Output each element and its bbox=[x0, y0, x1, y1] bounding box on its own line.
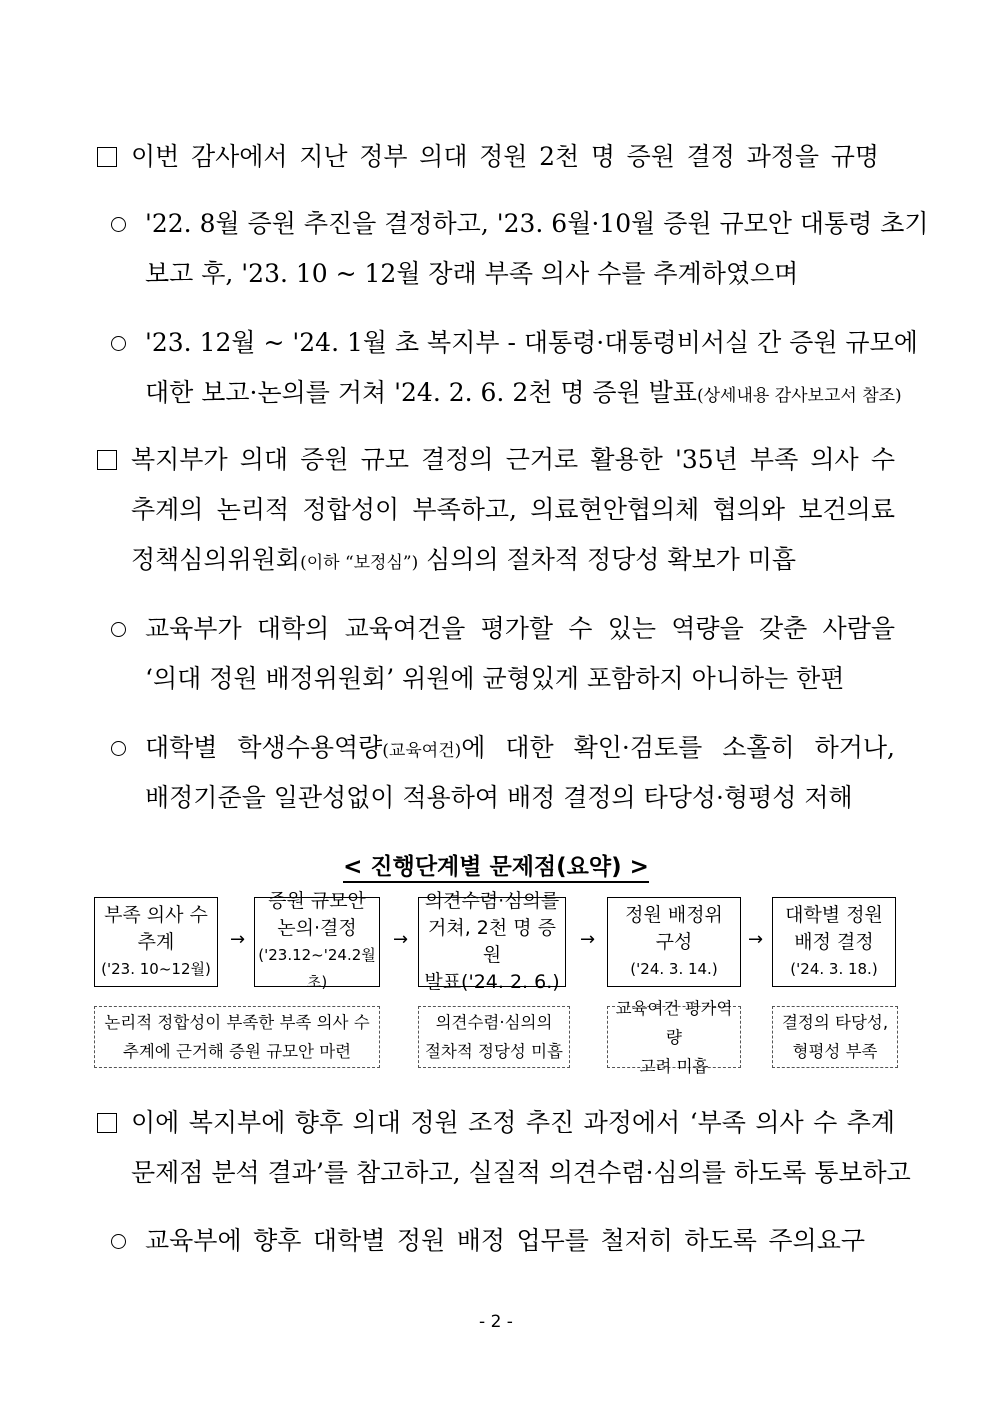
problem-line1: 논리적 정합성이 부족한 부족 의사 수 bbox=[104, 1013, 370, 1032]
stage-line1: 정원 배정위 bbox=[625, 903, 723, 926]
circle-bullet-icon bbox=[111, 741, 126, 756]
stage-date: ('23. 10~12월) bbox=[101, 959, 211, 978]
section3-bullet1-line1: 교육부에 향후 대학별 정원 배정 업무를 철저히 하도록 주의요구 bbox=[145, 1226, 865, 1255]
stage-date: ('23.12~'24.2월초) bbox=[258, 946, 376, 991]
arrow-right-icon: → bbox=[393, 929, 409, 950]
stage-line1: 의견수렴·심의를 bbox=[424, 890, 560, 912]
circle-bullet-icon bbox=[111, 1234, 126, 1249]
section1-bullet2-line1: '23. 12월 ~ '24. 1월 초 복지부 - 대통령·대통령비서실 간 증원 규모에 bbox=[145, 328, 918, 357]
stage-line1: 대학별 정원 bbox=[785, 903, 883, 926]
section1-bullet2-line2 bbox=[145, 378, 902, 411]
circle-bullet-icon bbox=[111, 217, 126, 232]
problem-line2: 추계에 근거해 증원 규모안 마련 bbox=[122, 1042, 352, 1061]
stage-line2: 거쳐, 2천 명 증원 bbox=[427, 917, 557, 966]
problem-line2: 절차적 정당성 미흡 bbox=[424, 1042, 563, 1061]
problem-box-1 bbox=[94, 1006, 380, 1068]
diagram-title: < 진행단계별 문제점(요약) > bbox=[343, 854, 649, 883]
stage-line1: 부족 의사 수 bbox=[104, 903, 208, 926]
circle-bullet-icon bbox=[111, 336, 126, 351]
section2-bullet2-line1a: 대학별 학생수용역량 bbox=[145, 733, 383, 762]
section2-bullet1-line2: ‘의대 정원 배정위원회’ 위원에 균형있게 포함하지 아니하는 한편 bbox=[145, 664, 845, 693]
section3-heading-line2: 문제점 분석 결과’를 참고하고, 실질적 의견수렴·심의를 하도록 통보하고 bbox=[131, 1158, 911, 1187]
stage-box-2 bbox=[254, 890, 380, 991]
problem-line2: 고려 미흡 bbox=[639, 1056, 709, 1076]
section3-heading-line1: 이에 복지부에 향후 의대 정원 조정 추진 과정에서 ‘부족 의사 수 추계 bbox=[131, 1108, 895, 1137]
arrow-right-icon: → bbox=[748, 929, 764, 950]
section1-bullet1-line2: 보고 후, '23. 10 ~ 12월 장래 부족 의사 수를 추계하였으며 bbox=[145, 259, 799, 288]
stage-line2: 논의·결정 bbox=[277, 917, 357, 939]
arrow-right-icon: → bbox=[230, 929, 246, 950]
section1-bullet1-line1: '22. 8월 증원 추진을 결정하고, '23. 6월·10월 증원 규모안 대통령 초기 bbox=[145, 209, 929, 238]
page-number: - 2 - bbox=[479, 1312, 513, 1332]
section2-heading-line3a: 정책심의위원회 bbox=[131, 545, 301, 574]
stage-line2: 추계 bbox=[137, 930, 175, 953]
section2-heading-line3 bbox=[131, 545, 796, 578]
section2-bullet2-line1 bbox=[145, 733, 895, 766]
section2-heading-line3b: 심의의 절차적 정당성 확보가 미흡 bbox=[418, 545, 797, 574]
problem-line1: 의견수렴·심의의 bbox=[435, 1013, 553, 1032]
arrow-right-icon: → bbox=[580, 929, 596, 950]
problem-box-2 bbox=[418, 1006, 570, 1068]
stage-box-1 bbox=[94, 897, 218, 987]
problem-box-4 bbox=[772, 1006, 898, 1068]
section2-bullet2-line1b: 에 대한 확인·검토를 소홀히 하거나, bbox=[461, 733, 895, 762]
stage-line2: 배정 결정 bbox=[794, 930, 874, 953]
section2-bullet2-line2: 배정기준을 일관성없이 적용하여 배정 결정의 타당성·형평성 저해 bbox=[145, 783, 853, 812]
problem-line1: 교육여건 평가역량 bbox=[615, 998, 733, 1047]
problem-box-3 bbox=[607, 998, 741, 1076]
section1-heading: 이번 감사에서 지난 정부 의대 정원 2천 명 증원 결정 과정을 규명 bbox=[131, 142, 879, 171]
section1-bullet2-note: (상세내용 감사보고서 참조) bbox=[696, 386, 902, 406]
stage-line1: 증원 규모안 bbox=[268, 890, 366, 912]
square-bullet-icon bbox=[97, 450, 117, 470]
section2-heading-line1: 복지부가 의대 증원 규모 결정의 근거로 활용한 '35년 부족 의사 수 bbox=[131, 445, 895, 474]
section2-heading-note: (이하 “보정심”) bbox=[300, 553, 419, 573]
square-bullet-icon bbox=[97, 1113, 117, 1133]
diagram-title-wrap bbox=[0, 848, 992, 881]
stage-box-4 bbox=[607, 897, 741, 987]
section1-bullet2-line2-text: 대한 보고·논의를 거쳐 '24. 2. 6. 2천 명 증원 발표 bbox=[145, 378, 697, 407]
problem-line1: 결정의 타당성, bbox=[781, 1013, 889, 1032]
stage-date: 발표('24. 2. 6.) bbox=[424, 971, 560, 993]
circle-bullet-icon bbox=[111, 622, 126, 637]
stage-box-5 bbox=[772, 897, 896, 987]
section2-bullet1-line1: 교육부가 대학의 교육여건을 평가할 수 있는 역량을 갖춘 사람을 bbox=[145, 614, 895, 643]
section2-heading-line2: 추계의 논리적 정합성이 부족하고, 의료현안협의체 협의와 보건의료 bbox=[131, 495, 895, 524]
stage-date: ('24. 3. 14.) bbox=[630, 959, 718, 978]
stage-box-3 bbox=[418, 890, 566, 993]
square-bullet-icon bbox=[97, 147, 117, 167]
stage-date: ('24. 3. 18.) bbox=[790, 959, 878, 978]
problem-line2: 형평성 부족 bbox=[792, 1042, 878, 1061]
stage-line2: 구성 bbox=[655, 930, 693, 953]
section2-bullet2-note: (교육여건) bbox=[382, 741, 462, 761]
